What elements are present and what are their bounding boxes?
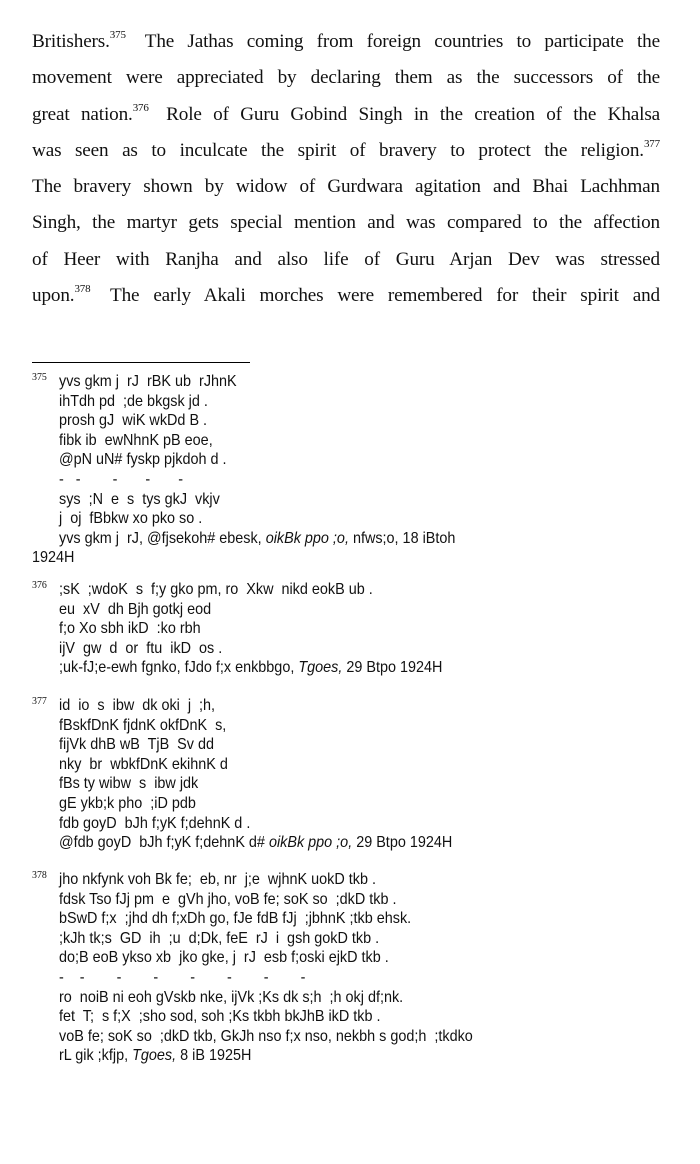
citation-source-title: Tgoes, (298, 659, 343, 677)
footnote-line: do;B eoB ykso xb jko gke, j rJ esb f;oski ejkD tkb . (59, 949, 389, 967)
footnote-line: fBs ty wibw s ibw jdk (59, 775, 199, 793)
footnote-378 (32, 870, 473, 1066)
footnote-line: eu xV dh Bjh gotkj eod (59, 600, 216, 618)
footnote-line: f;o Xo sbh ikD :ko rbh (59, 620, 201, 638)
body-text-segment: upon. (32, 285, 75, 307)
footnote-line: fdsk Tso fJj pm e gVh jho, voB fe; soK so ;dkD tkb . (59, 890, 397, 908)
footnote-377 (32, 696, 452, 853)
citation-text: rL gik ;kfjp, (59, 1047, 133, 1065)
footnote-line: yvs gkm j rJ rBK ub rJhnK (59, 373, 237, 390)
footnote-ellipsis-line: - - - - - (59, 470, 184, 488)
footnote-line: ;sK ;wdoK s f;y gko pm, ro Xkw nikd eokB ub . (59, 581, 373, 598)
footnote-line: nky br wbkfDnK ekihnK d (59, 755, 232, 773)
citation-date: nfws;o, 18 iBtoh (348, 529, 456, 547)
footnote-line: j oj fBbkw xo pko so . (59, 510, 203, 528)
body-line: The bravery shown by widow of Gurdwara agitation and Bhai Lachhman (32, 176, 660, 198)
citation-date: 29 Btpo 1924H (342, 659, 443, 677)
footnote-number: 376 (32, 579, 47, 591)
footnote-citation-year: 1924H (32, 549, 75, 567)
footnote-line: fijVk dhB wB TjB Sv dd (59, 736, 219, 754)
footnote-line: voB fe; soK so ;dkD tkb, GkJh nso f;x nso, nekbh s god;h ;tkdko (59, 1027, 473, 1045)
footnote-citation-line (32, 1046, 473, 1066)
citation-text: ;uk-fJ;e-ewh fgnko, fJdo f;x enkbbgo, (59, 659, 299, 677)
footnote-line: jho nkfynk voh Bk fe; eb, nr j;e wjhnK uokD tkb . (59, 871, 376, 888)
citation-text: @fdb goyD bJh f;yK f;dehnK d# (59, 834, 269, 852)
citation-source-title: oikBk ppo ;o, (265, 529, 349, 547)
footnote-line: ihTdh pd ;de bkgsk jd . (59, 392, 208, 410)
footnote-line: prosh gJ wiK wkDd B . (59, 412, 208, 430)
body-line (32, 97, 660, 133)
citation-date: 29 Btpo 1924H (352, 834, 453, 852)
footnote-line: fdb goyD bJh f;yK f;dehnK d . (59, 814, 251, 832)
body-line (32, 278, 660, 314)
footnote-line: fBskfDnK fjdnK okfDnK s, (59, 716, 227, 734)
footnote-line: ro noiB ni eoh gVskb nke, ijVk ;Ks dk s;h ;h okj df;nk. (59, 988, 404, 1006)
footnote-line: ;kJh tk;s GD ih ;u d;Dk, feE rJ i gsh gokD tkb . (59, 929, 380, 947)
body-text-segment: was seen as to inculcate the spirit of bravery to protect the religion. (32, 139, 644, 161)
footnote-number: 378 (32, 869, 47, 881)
footnote-line: id io s ibw dk oki j ;h, (59, 697, 216, 714)
body-line: movement were appreciated by declaring them as the successors of the (32, 67, 660, 89)
footnote-citation-line (32, 658, 442, 678)
footnote-ref-378[interactable]: 378 (74, 283, 91, 296)
citation-text: yvs gkm j rJ, @fjsekoh# ebesk, (59, 529, 266, 547)
footnote-line: fibk ib ewNhnK pB eoe, (59, 431, 213, 449)
body-line: of Heer with Ranjha and also life of Guru Arjan Dev was stressed (32, 248, 660, 270)
body-text-segment: Role of Guru Gobind Singh in the creation of the Khalsa (154, 103, 660, 125)
footnote-ref-377[interactable]: 377 (643, 137, 660, 150)
body-line (32, 133, 660, 169)
footnote-citation-line (32, 529, 455, 549)
footnote-line: ijV gw d or ftu ikD os . (59, 639, 223, 657)
footnote-line: @pN uN# fyskp pjkdoh d . (59, 451, 227, 469)
citation-date: 8 iB 1925H (176, 1047, 252, 1065)
body-text-segment: great nation. (32, 103, 133, 125)
footnote-line: fet T; s f;X ;sho sod, soh ;Ks tkbh bkJhB ikD tkb . (59, 1008, 381, 1026)
body-paragraph (32, 24, 660, 314)
footnote-376 (32, 580, 442, 678)
citation-source-title: oikBk ppo ;o, (268, 834, 353, 852)
footnote-375 (32, 372, 455, 568)
footnote-ref-376[interactable]: 376 (132, 101, 149, 114)
citation-source-title: Tgoes, (132, 1047, 177, 1065)
footnote-citation-line (32, 833, 452, 853)
body-text-segment: Britishers. (32, 31, 110, 52)
footnote-number: 377 (32, 695, 47, 707)
footnote-line: gE ykb;k pho ;iD pdb (59, 794, 200, 812)
footnote-number: 375 (32, 371, 47, 383)
body-text-segment: The Jathas coming from foreign countries to participate the (131, 31, 660, 52)
footnote-ref-375[interactable]: 375 (109, 29, 126, 41)
footnote-ellipsis-line: - - - - - - - - (59, 968, 306, 986)
footnote-line: sys ;N e s tys gkJ vkjv (59, 490, 220, 508)
body-line (32, 24, 660, 60)
footnote-separator (32, 362, 250, 363)
body-line: Singh, the martyr gets special mention and was compared to the affection (32, 212, 660, 234)
body-text-segment: The early Akali morches were remembered for their spirit and (96, 285, 660, 307)
footnote-line: bSwD f;x ;jhd dh f;xDh go, fJe fdB fJj ;jbhnK ;tkb ehsk. (59, 910, 412, 928)
